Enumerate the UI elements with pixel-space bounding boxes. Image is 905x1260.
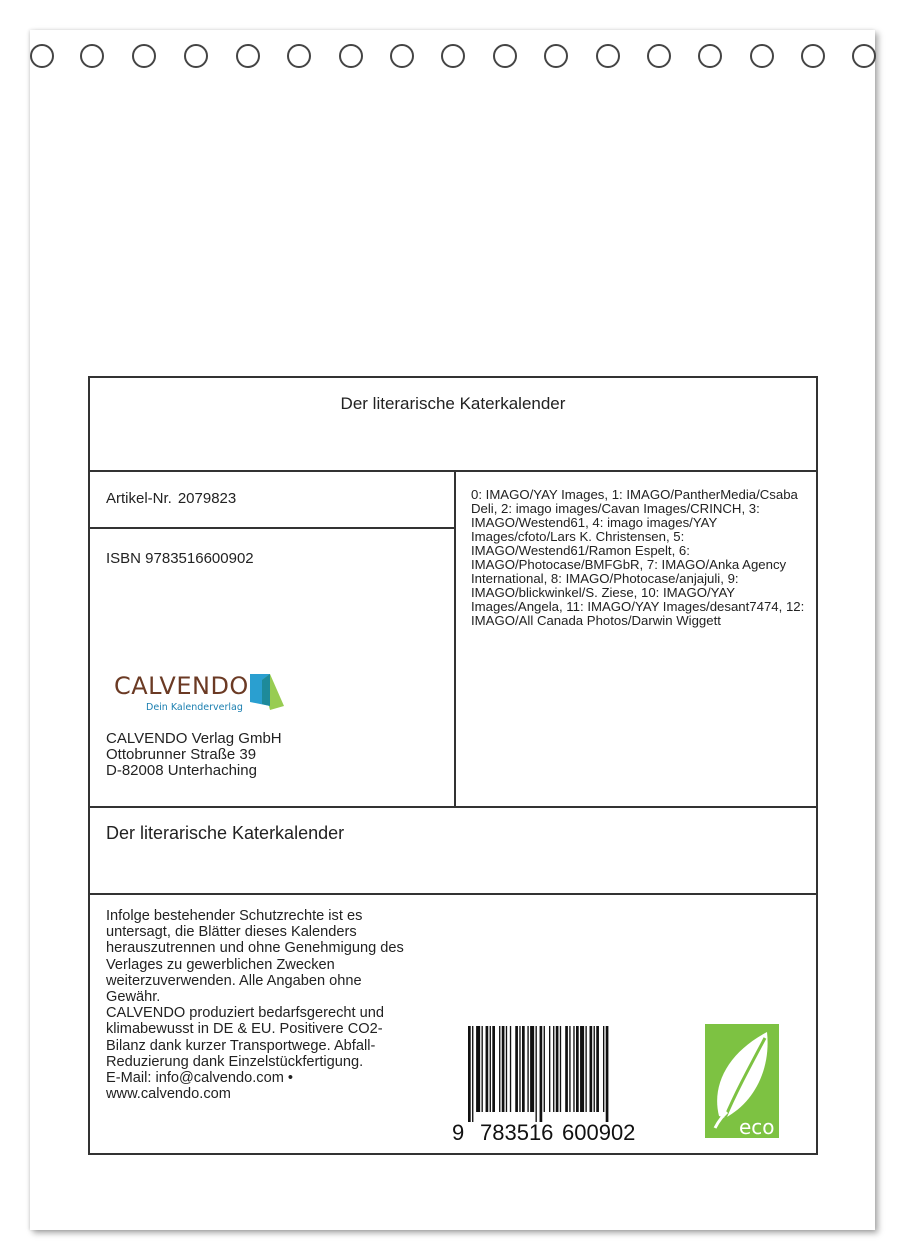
logo-tagline: Dein Kalenderverlag [146, 702, 243, 713]
legal-line: Bilanz dank kurzer Transportwege. Abfall- [106, 1037, 376, 1054]
barcode-bar [468, 1026, 471, 1122]
legal-line: untersagt, die Blätter dieses Kalenders [106, 924, 357, 941]
legal-line: Verlages zu gewerblichen Zwecken [106, 956, 335, 973]
barcode-bar [506, 1026, 507, 1112]
publisher-address [106, 731, 282, 779]
binding-ring [441, 44, 465, 68]
barcode-bar [472, 1026, 473, 1122]
legal-line: CALVENDO produziert bedarfsgerecht und [106, 1005, 384, 1022]
barcode [450, 1024, 660, 1144]
binding-ring [647, 44, 671, 68]
address-line: D-82008 Unterhaching [106, 762, 257, 779]
binding-ring [698, 44, 722, 68]
isbn: ISBN 9783516600902 [106, 550, 254, 567]
address-line: CALVENDO Verlag GmbH [106, 730, 282, 747]
barcode-bar [515, 1026, 518, 1112]
barcode-bar [565, 1026, 568, 1112]
binding-ring [30, 44, 54, 68]
info-form [88, 376, 818, 1155]
binding-ring [184, 44, 208, 68]
article-label: Artikel-Nr. [106, 490, 172, 507]
barcode-bar [590, 1026, 593, 1112]
barcode-bar [585, 1026, 586, 1112]
binding-ring [750, 44, 774, 68]
barcode-bar [603, 1026, 604, 1112]
binding-ring [390, 44, 414, 68]
barcode-bar [556, 1026, 559, 1112]
barcode-digits-left: 783516 [480, 1120, 554, 1144]
binding-ring [80, 44, 104, 68]
barcode-bar [536, 1026, 537, 1122]
product-title: Der literarische Katerkalender [106, 823, 345, 843]
barcode-bar [519, 1026, 520, 1112]
legal-line: klimabewusst in DE & EU. Positivere CO2- [106, 1021, 383, 1038]
barcode-bar [596, 1026, 599, 1112]
barcode-bar [540, 1026, 543, 1122]
eco-label: eco [739, 1115, 775, 1138]
barcode-bar [486, 1026, 489, 1112]
binding-ring [236, 44, 260, 68]
barcode-digit-first: 9 [452, 1120, 465, 1144]
barcode-bar [492, 1026, 495, 1112]
image-credits: 0: IMAGO/YAY Images, 1: IMAGO/PantherMedia/Csaba Deli, 2: imago images/Cavan Images/CRINCH, 3: IMAGO/Westend61, 4: imago images/YAY Images/cfoto/Lars K. Christensen, 5: IMAGO/Westend61/Ramon Espelt, 6: IMAGO/Photocase/BMFGbR, 7: IMAGO/Anka Agency International, 8: IMAGO/Photocase/anjajuli, 9: IMAGO/blickwinkel/S. Ziese, 10: IMAGO/YAY Images/Angela, 11: IMAGO/YAY Images/desant7474, 12: IMAGO/All Canada Photos/Darwin Wiggett [471, 487, 808, 628]
legal-line: Reduzierung dank Einzelstückfertigung. [106, 1053, 364, 1070]
binding-ring [132, 44, 156, 68]
barcode-bars [468, 1026, 608, 1122]
legal-line: Gewähr. [106, 989, 161, 1006]
barcode-digits-right: 600902 [562, 1120, 636, 1144]
barcode-bar [476, 1026, 480, 1112]
barcode-bar [502, 1026, 505, 1112]
barcode-bar [544, 1026, 545, 1112]
barcode-bar [560, 1026, 561, 1112]
divider [90, 527, 454, 529]
binding-ring [493, 44, 517, 68]
legal-notice [106, 908, 446, 1102]
barcode-bar [510, 1026, 511, 1112]
article-value: 2079823 [177, 490, 237, 507]
binding-ring [596, 44, 620, 68]
calendar-title: Der literarische Katerkalender [340, 394, 566, 413]
legal-line: weiterzuverwenden. Alle Angaben ohne [106, 972, 362, 989]
barcode-bar [573, 1026, 574, 1112]
barcode-bar [549, 1026, 550, 1112]
eco-badge [705, 1024, 779, 1138]
barcode-bar [499, 1026, 500, 1112]
calvendo-logo [114, 672, 294, 718]
binding-ring [852, 44, 876, 68]
divider [454, 470, 456, 806]
legal-line: Infolge bestehender Schutzrechte ist es [106, 908, 363, 924]
barcode-bar [527, 1026, 528, 1112]
barcode-bar [580, 1026, 584, 1112]
legal-line: E-Mail: info@calvendo.com • [106, 1070, 294, 1087]
legal-line: www.calvendo.com [106, 1086, 231, 1103]
logo-wordmark: CALVENDO [114, 672, 249, 700]
barcode-bar [606, 1026, 609, 1122]
barcode-bar [594, 1026, 595, 1112]
article-number [106, 490, 236, 507]
binding-ring [801, 44, 825, 68]
binding-ring [544, 44, 568, 68]
binding-ring [339, 44, 363, 68]
divider [90, 470, 816, 472]
legal-line: herauszutrennen und ohne Genehmigung des [106, 940, 404, 957]
binding-rings [0, 44, 905, 74]
barcode-bar [530, 1026, 534, 1112]
divider [90, 806, 816, 808]
address-line: Ottobrunner Straße 39 [106, 746, 257, 763]
barcode-bar [576, 1026, 579, 1112]
binding-ring [287, 44, 311, 68]
barcode-bar [553, 1026, 554, 1112]
barcode-bar [569, 1026, 570, 1112]
divider [90, 893, 816, 895]
barcode-bar [482, 1026, 483, 1112]
barcode-bar [522, 1026, 525, 1112]
barcode-bar [490, 1026, 491, 1112]
logo-mark-icon [244, 672, 286, 712]
